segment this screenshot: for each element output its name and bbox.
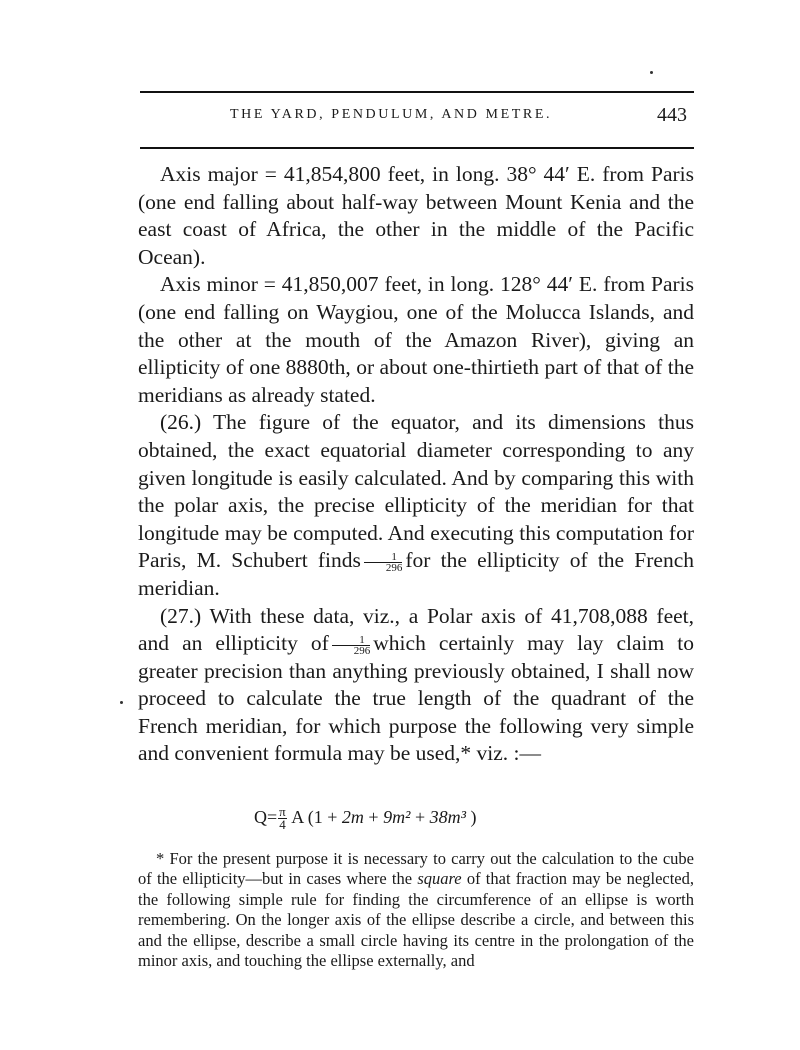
fraction-denominator: 296 — [353, 644, 371, 657]
formula-lhs: Q= — [254, 807, 278, 827]
paragraph-26-text: (26.) The figure of the equator, and its dimensions thus obtained, the exact equatorial diameter corresponding to any given longitude is easily calculated. And by comparing this with the polar axis, the precise ellipticity of the meridian for that longitude may be computed. And executing this computation for Paris, M. Schubert finds — [138, 410, 694, 573]
fraction-numerator: 1 — [364, 552, 403, 563]
page-number: 443 — [657, 104, 687, 126]
fraction-1-296 — [364, 552, 403, 573]
main-text — [138, 161, 694, 768]
fraction-numerator: 1 — [332, 635, 371, 646]
paragraph-26 — [138, 409, 694, 602]
footnote-text-b: of that fraction may be neglected, the following simple rule for finding the circumference of an ellipse is worth remembering. On the longer axis of the ellipse describe a circle, and between this and the ellipse, describe a small circle having its centre in the prolongation of the minor axis, and touching the ellipse externally, and — [138, 869, 694, 971]
paragraph-axis-major: Axis major = 41,854,800 feet, in long. 38° 44′ E. from Paris (one end falling about half-way between Mount Kenia and the east coast of Africa, the other in the middle of the Pacific Ocean). — [138, 162, 694, 269]
formula-plus-2: + — [410, 807, 430, 827]
formula-pi-over-four — [278, 806, 287, 831]
quadrant-formula — [254, 803, 477, 831]
fraction-denominator: 296 — [385, 561, 403, 574]
formula-pi: π — [279, 804, 286, 820]
header-top-rule — [140, 91, 694, 93]
running-header-title: THE YARD, PENDULUM, AND METRE. — [230, 107, 553, 122]
margin-speck-mark — [120, 701, 123, 704]
footnote — [138, 849, 694, 971]
paragraph-27-text: (27.) With these data, viz., a Polar axis of 41,708,088 feet, and an ellipticity of — [138, 603, 694, 656]
paragraph-27-text-end: which certainly may lay claim to greater precision than anything previously obtained, I shall now proceed to calculate the true length of the quadrant of the French meridian, for which purpose the following very simple and convenient formula may be used,* viz. :— — [138, 631, 694, 766]
paragraph-axis-minor: Axis minor = 41,850,007 feet, in long. 128° 44′ E. from Paris (one end falling on Waygiou, one of the Molucca Islands, and the other at the mouth of the Amazon River), giving an ellipticity of one 8880th, or about one-thirtieth part of that of the meridians as already stated. — [138, 272, 694, 407]
header-bottom-rule — [140, 147, 694, 149]
page-speck-mark — [650, 71, 653, 74]
formula-term-1: 2m — [341, 807, 364, 827]
formula-plus-1: + — [363, 807, 384, 827]
formula-close: ) — [466, 807, 477, 827]
footnote-italic-word: square — [417, 869, 462, 889]
paragraph-26-text-end: for the ellipticity of the French meridian. — [138, 548, 694, 600]
formula-four: 4 — [279, 817, 286, 833]
fraction-1-296-second — [332, 635, 371, 656]
formula-open: A (1 + — [287, 807, 342, 827]
formula-term-3: 38m³ — [429, 807, 467, 827]
paragraph-27 — [138, 603, 694, 769]
footnote-text-a: * For the present purpose it is necessary to carry out the calculation to the cube of the ellipticity—but in cases where the — [138, 849, 694, 889]
formula-term-2: 9m² — [383, 807, 411, 827]
footnote-paragraph — [138, 849, 694, 971]
